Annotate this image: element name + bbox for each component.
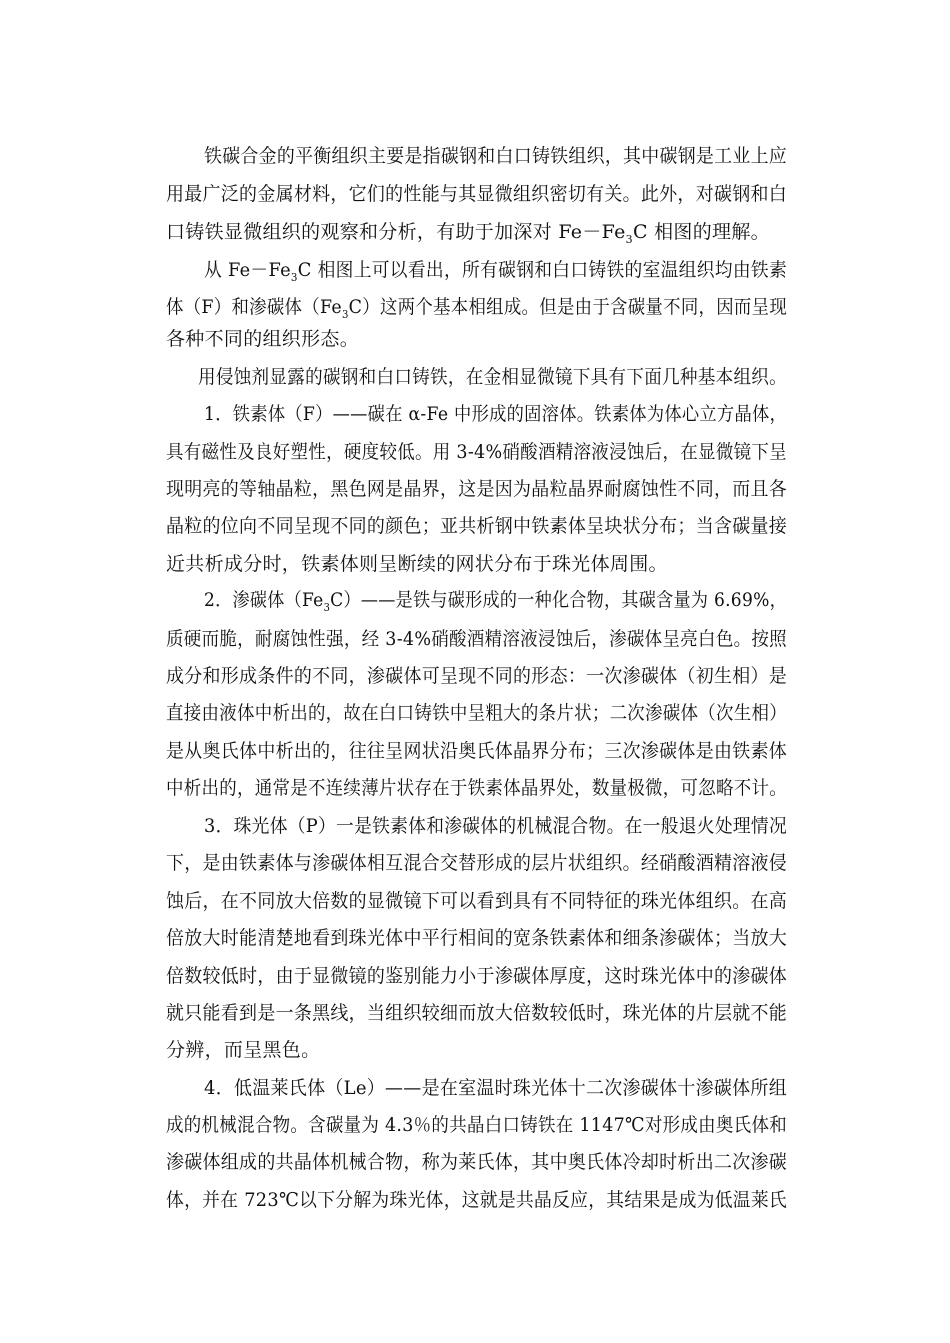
subscript: 3 [625,233,633,246]
paragraph-7-line-4: 体，并在 723℃以下分解为珠光体，这就是共晶反应，其结果是成为低温莱氏 [166,1189,787,1211]
paragraph-7-line-2: 成的机械混合物。含碳量为 4.3％的共晶白口铸铁在 1147℃对形成由奥氏体和 [166,1114,787,1136]
text-run: C）这两个基本相组成。但是由于含碳量不同，因而呈现 [348,296,788,318]
paragraph-4-line-5: 近共析成分时，铁素体则呈断续的网状分布于珠光体周围。 [166,553,668,575]
paragraph-1-line-1: 铁碳合金的平衡组织主要是指碳钢和白口铸铁组织，其中碳钢是工业上应 [204,145,788,167]
paragraph-7-line-1: 4．低温莱氏体（Le）——是在室温时珠光体十二次渗碳体十渗碳体所组 [204,1077,787,1099]
text-run: 从 Fe－Fe [204,259,291,281]
paragraph-5-line-6: 中析出的，通常是不连续薄片状存在于铁素体晶界处，数量极微，可忽略不计。 [166,777,788,799]
paragraph-5-line-2: 质硬而脆，耐腐蚀性强，经 3-4%硝酸酒精溶液浸蚀后，渗碳体呈亮白色。按照 [166,628,787,650]
text-run: 2．渗碳体（Fe [204,589,324,611]
paragraph-4-line-4: 晶粒的位向不同呈现不同的颜色；亚共析钢中铁素体呈块状分布；当含碳量接 [166,515,788,537]
paragraph-5-line-1 [204,588,787,612]
paragraph-3-line-1: 用侵蚀剂显露的碳钢和白口铸铁，在金相显微镜下具有下面几种基本组织。 [198,366,788,388]
subscript: 3 [323,601,331,614]
paragraph-6-line-2: 下，是由铁素体与渗碳体相互混合交替形成的层片状组织。经硝酸酒精溶液侵 [166,852,788,874]
paragraph-5-line-5: 是从奥氏体中析出的，往往呈网状沿奥氏体晶界分布；三次渗碳体是由铁素体 [166,740,788,762]
text-run: 口铸铁显微组织的观察和分析，有助于加深对 Fe－Fe [166,221,626,243]
paragraph-6-line-3: 蚀后，在不同放大倍数的显微镜下可以看到具有不同特征的珠光体组织。在高 [166,890,788,912]
paragraph-6-line-5: 倍数较低时，由于显微镜的鉴别能力小于渗碳体厚度，这时珠光体中的渗碳体 [166,965,788,987]
paragraph-6-line-4: 倍放大时能清楚地看到珠光体中平行相间的宽条铁素体和细条渗碳体；当放大 [166,927,788,949]
paragraph-1-line-3 [166,220,770,244]
paragraph-7-line-3: 渗碳体组成的共晶体机械合物，称为莱氏体，其中奥氏体冷却时析出二次渗碳 [166,1151,788,1173]
text-run: C 相图的理解。 [632,221,770,243]
text-run: C 相图上可以看出，所有碳钢和白口铸铁的室温组织均由铁素 [297,259,788,281]
subscript: 3 [341,308,349,321]
paragraph-5-line-3: 成分和形成条件的不同，渗碳体可呈现不同的形态：一次渗碳体（初生相）是 [166,665,788,687]
paragraph-4-line-2: 具有磁性及良好塑性，硬度较低。用 3-4%硝酸酒精溶液浸蚀后，在显微镜下呈 [166,441,787,463]
subscript: 3 [290,271,298,284]
paragraph-5-line-4: 直接由液体中析出的，故在白口铸铁中呈粗大的条片状；二次渗碳体（次生相） [166,702,788,724]
paragraph-6-line-6: 就只能看到是一条黑线，当组织较细而放大倍数较低时，珠光体的片层就不能 [166,1002,788,1024]
paragraph-4-line-3: 现明亮的等轴晶粒，黑色网是晶界，这是因为晶粒晶界耐腐蚀性不同，而且各 [166,478,788,500]
paragraph-2-line-3: 各种不同的组织形态。 [166,328,360,350]
paragraph-4-line-1: 1．铁素体（F）——碳在 α-Fe 中形成的固溶体。铁素体为体心立方晶体， [204,403,788,425]
text-run: C）——是铁与碳形成的一种化合物，其碳含量为 6.69%， [330,589,787,611]
paragraph-2-line-1 [204,258,787,282]
text-run: 体（F）和渗碳体（Fe [166,296,342,318]
paragraph-1-line-2: 用最广泛的金属材料，它们的性能与其显微组织密切有关。此外，对碳钢和白 [166,183,788,205]
paragraph-6-line-7: 分辨，而呈黑色。 [166,1039,321,1061]
paragraph-6-line-1: 3．珠光体（P）一是铁素体和渗碳体的机械混合物。在一般退火处理情况 [204,815,787,837]
paragraph-2-line-2 [166,295,787,319]
